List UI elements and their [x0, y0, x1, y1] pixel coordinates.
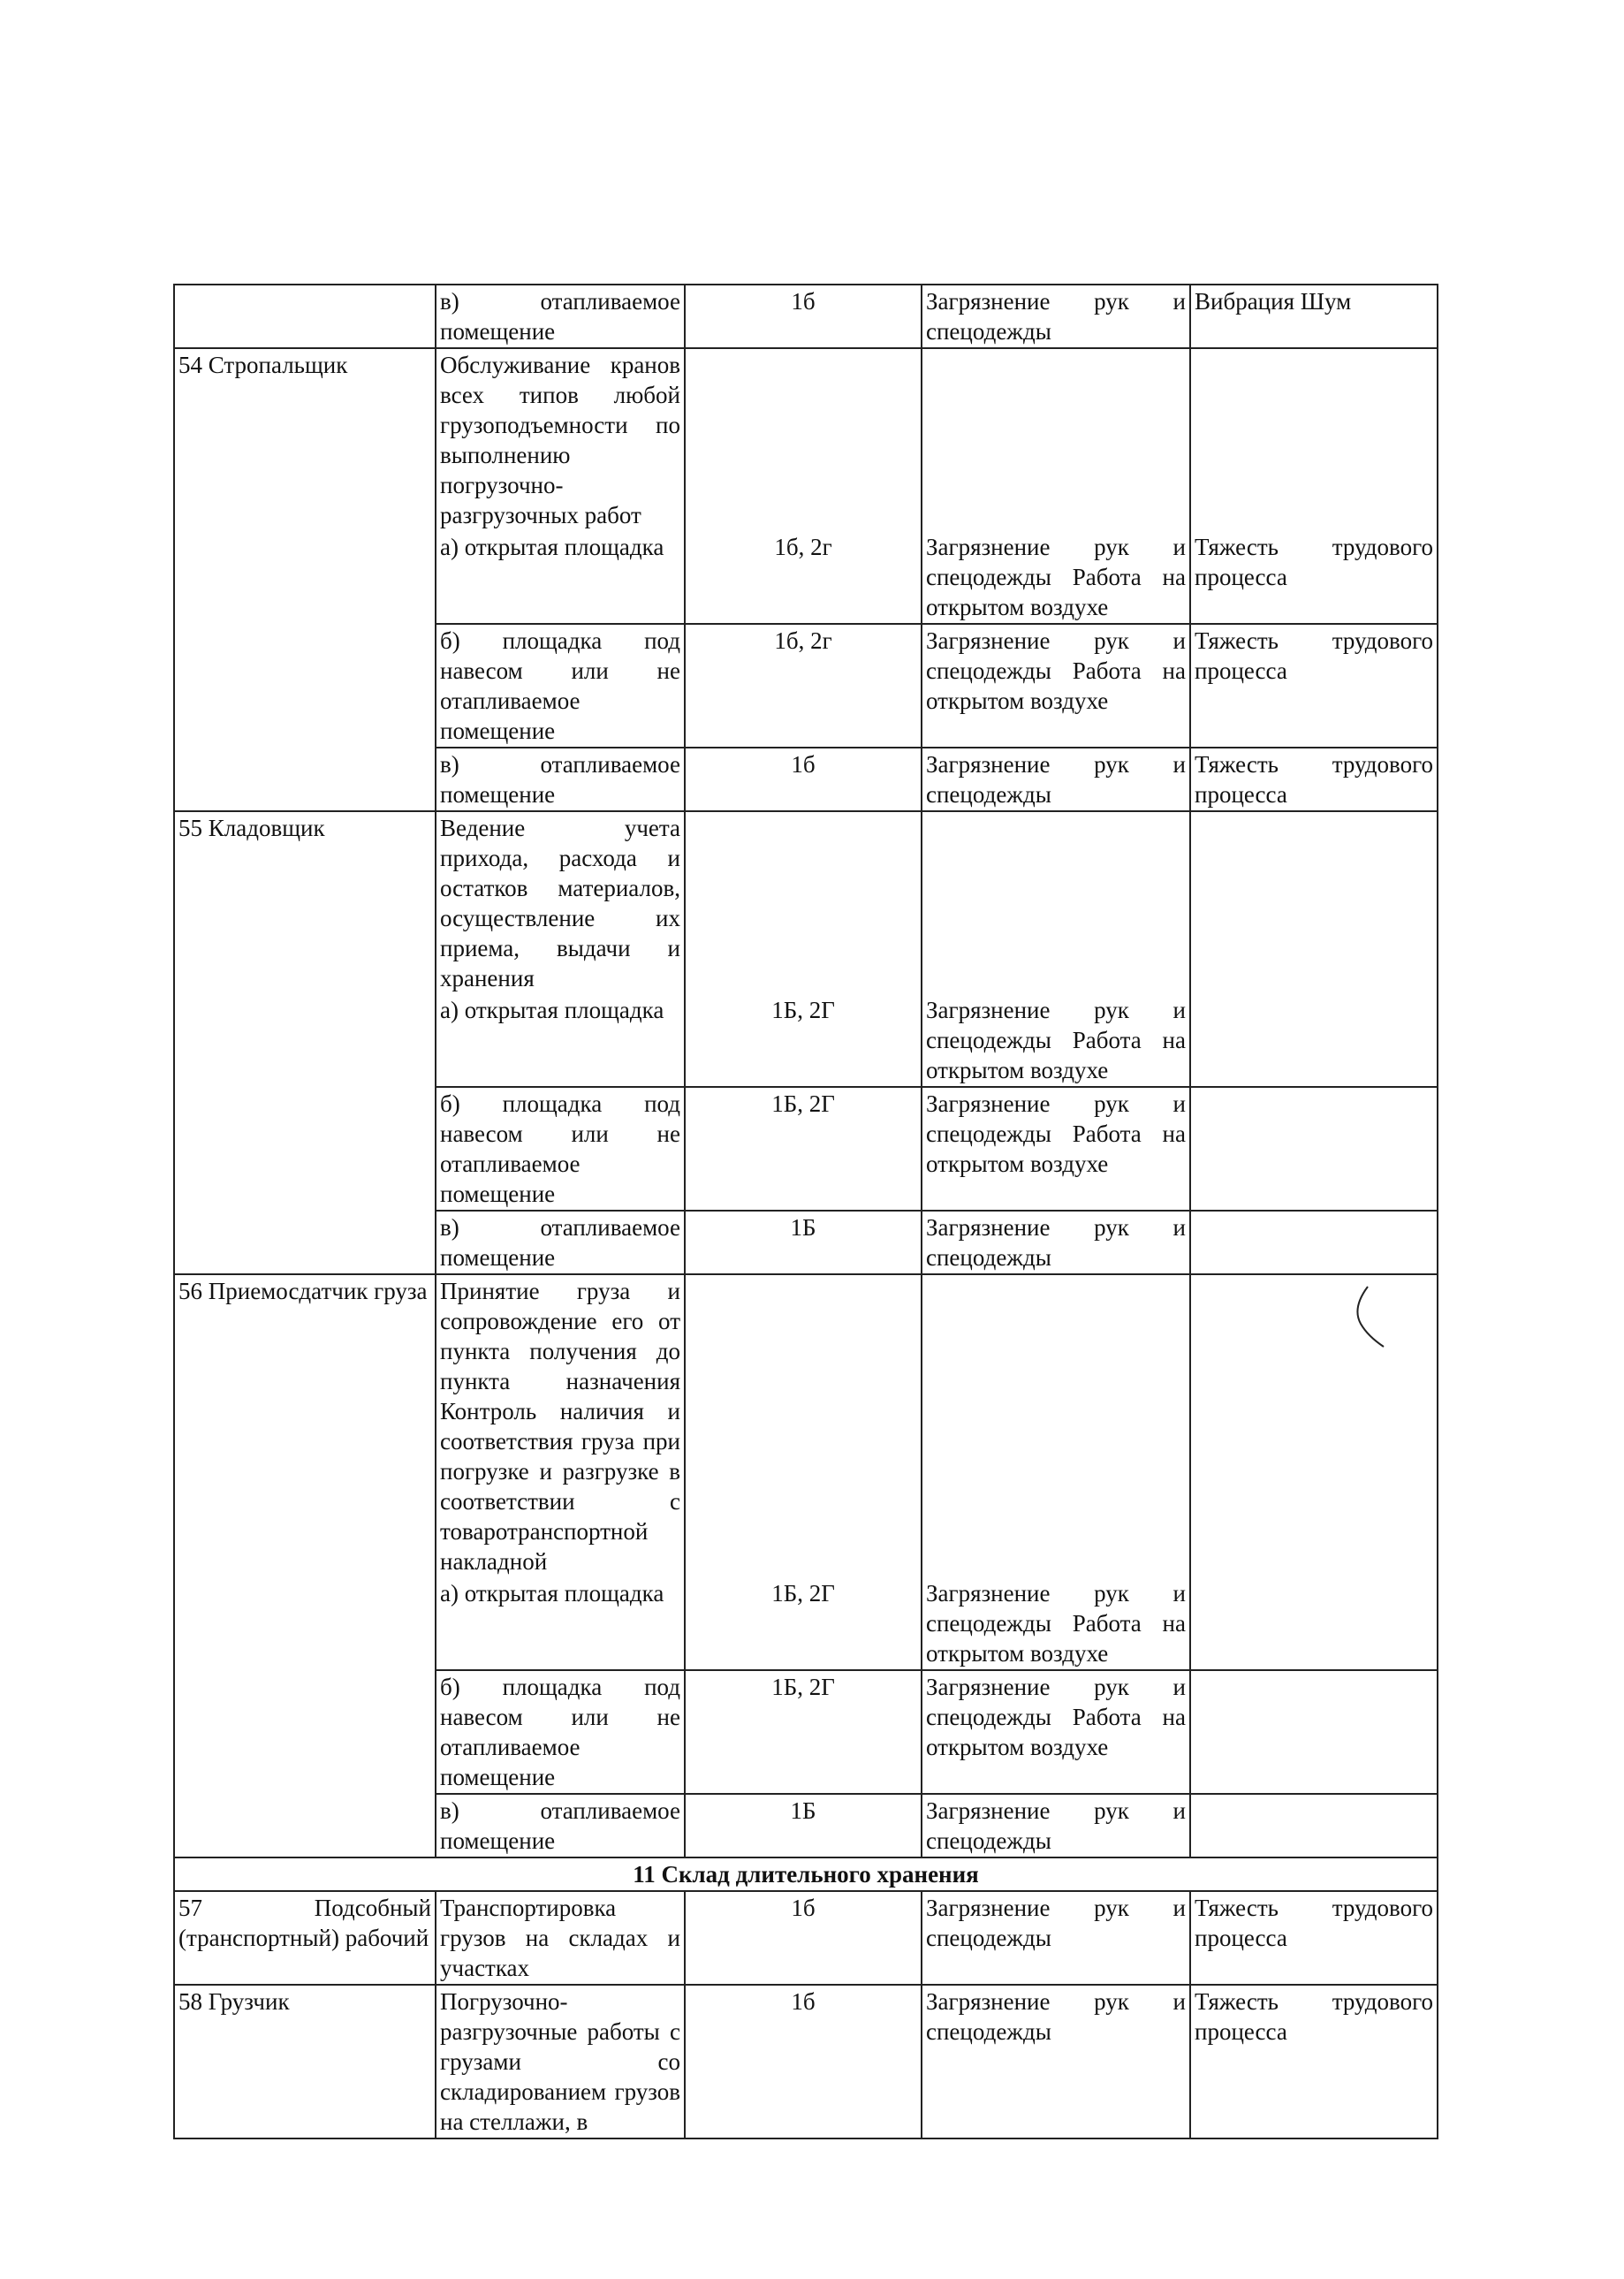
hazard-cell: Загрязнение рук и спецодежды Работа на открытом воздухе — [922, 1577, 1190, 1670]
occupation-cell: 57 Подсобный (транспортный) рабочий — [174, 1891, 436, 1985]
work-cell: в) отапливаемое помещение — [436, 1211, 685, 1274]
class-cell: 1Б, 2Г — [685, 1087, 922, 1211]
class-cell: 1б, 2г — [685, 531, 922, 624]
factor-cell — [1190, 1794, 1438, 1857]
occupation-cell: 56 Приемосдатчик груза — [174, 1274, 436, 1670]
table-row — [174, 1087, 1438, 1211]
hazard-cell: Загрязнение рук и спецодежды — [922, 1985, 1190, 2138]
occupation-cell: 58 Грузчик — [174, 1985, 436, 2138]
factor-cell: Тяжесть трудового процесса — [1190, 748, 1438, 811]
work-cell: а) открытая площадка — [436, 994, 685, 1087]
occupation-cell — [174, 624, 436, 748]
class-cell: 1б — [685, 748, 922, 811]
factor-cell — [1190, 1211, 1438, 1274]
hazard-cell: Загрязнение рук и спецодежды Работа на открытом воздухе — [922, 624, 1190, 748]
factor-cell — [1190, 994, 1438, 1087]
section-title: 11 Склад длительного хранения — [174, 1857, 1438, 1891]
hazard-cell — [922, 1274, 1190, 1577]
work-cell: б) площадка под навесом или не отапливаемое помещение — [436, 1670, 685, 1794]
work-cell: в) отапливаемое помещение — [436, 1794, 685, 1857]
table-row — [174, 1794, 1438, 1857]
work-cell: в) отапливаемое помещение — [436, 748, 685, 811]
factor-cell — [1190, 1577, 1438, 1670]
table-row — [174, 1274, 1438, 1577]
work-cell: Погрузочно-разгрузочные работы с грузами со складированием грузов на стеллажи, в — [436, 1985, 685, 2138]
occupation-cell: 55 Кладовщик — [174, 811, 436, 1087]
class-cell: 1б — [685, 1891, 922, 1985]
work-cell: б) площадка под навесом или не отапливаемое помещение — [436, 1087, 685, 1211]
class-cell: 1б — [685, 285, 922, 348]
table-row — [174, 348, 1438, 531]
hazard-cell: Загрязнение рук и спецодежды — [922, 748, 1190, 811]
class-cell: 1б, 2г — [685, 624, 922, 748]
class-cell — [685, 1274, 922, 1577]
class-cell: 1б — [685, 1985, 922, 2138]
table-row — [174, 1891, 1438, 1985]
hazard-cell: Загрязнение рук и спецодежды Работа на открытом воздухе — [922, 1670, 1190, 1794]
work-cell: б) площадка под навесом или не отапливаемое помещение — [436, 624, 685, 748]
factor-cell — [1190, 811, 1438, 994]
hazard-cell — [922, 348, 1190, 531]
factor-cell: Тяжесть трудового процесса — [1190, 624, 1438, 748]
occupation-cell — [174, 748, 436, 811]
table-row — [174, 1985, 1438, 2138]
hazard-cell: Загрязнение рук и спецодежды — [922, 1891, 1190, 1985]
hazard-cell: Загрязнение рук и спецодежды — [922, 1211, 1190, 1274]
occupation-cell — [174, 1211, 436, 1274]
occupation-cell: 54 Стропальщик — [174, 348, 436, 624]
factor-cell: Тяжесть трудового процесса — [1190, 1891, 1438, 1985]
pen-stroke-mark — [1352, 1281, 1387, 1352]
work-cell: Принятие груза и сопровождение его от пункта получения до пункта назначения Контроль наличия и соответствия груза при погрузке и разгрузке в соответствии с товаротранспортной накладной — [436, 1274, 685, 1577]
class-cell: 1Б, 2Г — [685, 994, 922, 1087]
hazard-cell — [922, 811, 1190, 994]
work-cell: Обслуживание кранов всех типов любой грузоподъемности по выполнению погрузочно-разгрузочных работ — [436, 348, 685, 531]
factor-cell — [1190, 1274, 1438, 1577]
section-row — [174, 1857, 1438, 1891]
factor-cell: Тяжесть трудового процесса — [1190, 1985, 1438, 2138]
class-cell: 1Б — [685, 1794, 922, 1857]
hazard-cell: Загрязнение рук и спецодежды — [922, 285, 1190, 348]
hazard-cell: Загрязнение рук и спецодежды — [922, 1794, 1190, 1857]
occupation-cell — [174, 285, 436, 348]
work-cell: а) открытая площадка — [436, 1577, 685, 1670]
work-cell: в) отапливаемое помещение — [436, 285, 685, 348]
class-cell: 1Б, 2Г — [685, 1670, 922, 1794]
occupation-cell — [174, 1794, 436, 1857]
table-row — [174, 624, 1438, 748]
work-cell: Ведение учета прихода, расхода и остатков материалов, осуществление их приема, выдачи и хранения — [436, 811, 685, 994]
class-cell: 1Б — [685, 1211, 922, 1274]
work-cell: Транспортировка грузов на складах и участках — [436, 1891, 685, 1985]
factor-cell — [1190, 1670, 1438, 1794]
class-cell: 1Б, 2Г — [685, 1577, 922, 1670]
occupation-cell — [174, 1087, 436, 1211]
factor-cell — [1190, 1087, 1438, 1211]
factor-cell: Вибрация Шум — [1190, 285, 1438, 348]
table-row — [174, 1211, 1438, 1274]
hazard-cell: Загрязнение рук и спецодежды Работа на открытом воздухе — [922, 531, 1190, 624]
factor-cell: Тяжесть трудового процесса — [1190, 531, 1438, 624]
work-cell: а) открытая площадка — [436, 531, 685, 624]
occupation-cell — [174, 1670, 436, 1794]
table-row — [174, 285, 1438, 348]
class-cell — [685, 811, 922, 994]
working-conditions-table — [173, 284, 1438, 2139]
table-row — [174, 1670, 1438, 1794]
hazard-cell: Загрязнение рук и спецодежды Работа на открытом воздухе — [922, 1087, 1190, 1211]
table-row — [174, 811, 1438, 994]
table-row — [174, 748, 1438, 811]
factor-cell — [1190, 348, 1438, 531]
hazard-cell: Загрязнение рук и спецодежды Работа на открытом воздухе — [922, 994, 1190, 1087]
class-cell — [685, 348, 922, 531]
